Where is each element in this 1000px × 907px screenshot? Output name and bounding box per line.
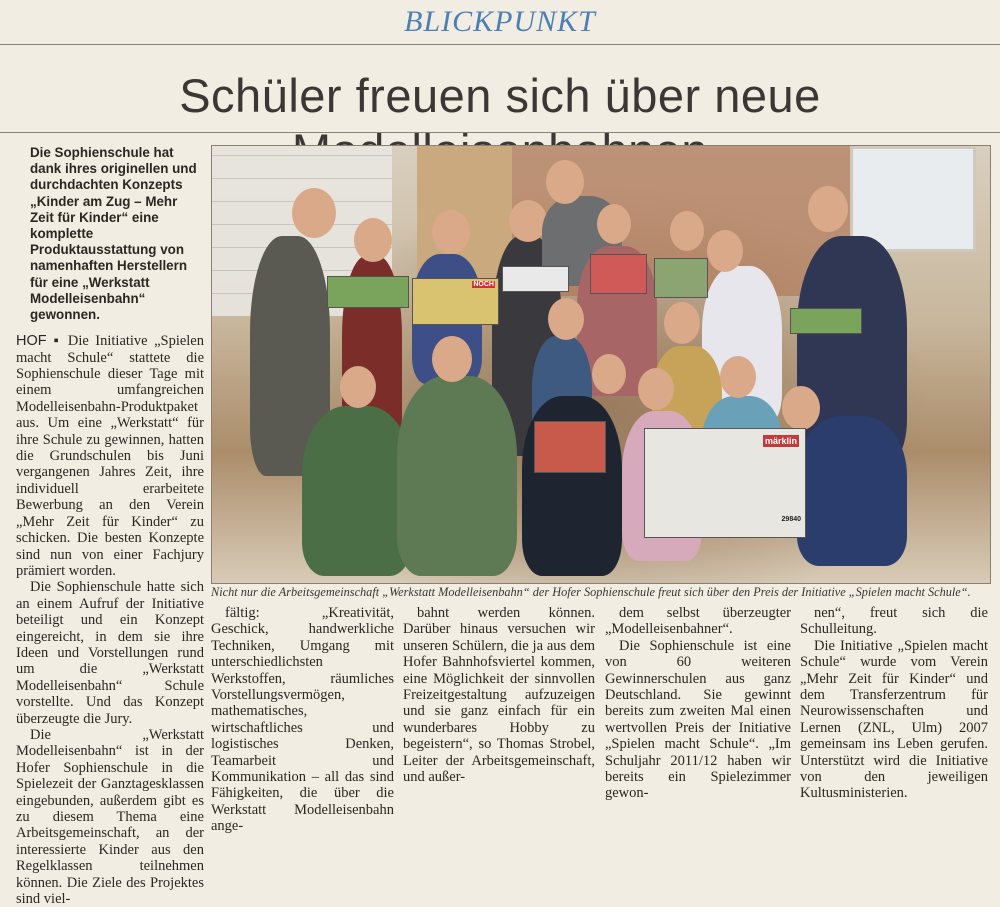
paragraph-text: Die Initiative „Spielen macht Schule“ stattete die Sophienschule dieser Tage mit einem umfangreichen Modelleisenbahn-Produktpaket aus. Um eine „Werkstatt“ für ihre Schule zu gewinnen, hatten die Grundschulen bis Juni vergangenen Jahres Zeit, ihre individuell erarbeitete Bewerbung an den Verein „Mehr Zeit für Kinder“ zu schicken. Die besten Konzepte sind nun von einer Fachjury prämiert worden. [16,333,204,579]
photo-child-head [592,354,626,394]
photo-child-head [638,368,674,410]
body-paragraph: nen“, freut sich die Schulleitung. [800,605,988,638]
article-column-3 [403,605,595,785]
photo-child-head [597,204,631,244]
body-paragraph: Die Sophienschule hatte sich an einem Aufruf der Initiative beteiligt und ein Konzept eingereicht, in dem sie ihre Ideen und Vorstellungen rund um die „Werkstatt Modelleisenbahn“ Schule vorstellte. Und das Konzept überzeugte die Jury. [16,579,204,727]
body-paragraph: dem selbst überzeugter „Modelleisenbahner“. [605,605,791,638]
photo-box-label: 29840 [781,516,801,523]
headline: Schüler freuen sich über neue [179,69,821,122]
photo-child [302,406,412,576]
dateline: HOF ▪ [16,333,62,350]
body-paragraph: bahnt werden können. Darüber hinaus versuchen wir unseren Schülern, die ja aus dem Hofer Bahnhofsviertel kommen, eine Möglichkeit der sinnvollen Freizeitgestaltung aufzuzeigen und sie ganz einfach für ein wunderbares Hobby zu begeistern“, so Thomas Strobel, Leiter der Arbeitsgemeinschaft, und außer- [403,605,595,786]
photo-box [590,254,647,294]
photo-layout-box [327,276,409,308]
photo-box-label: märklin [764,436,797,446]
photo-child-head [720,356,756,398]
photo-box [654,258,708,298]
photo-box [412,278,499,325]
photo-box [502,266,569,292]
photo-child-head [432,336,472,382]
photo-child-head [782,386,820,430]
photo-child-head [808,186,848,232]
headline-rule [0,132,1000,133]
body-paragraph: Die Initiative „Spielen macht Schule“ wurde vom Verein „Mehr Zeit für Kinder“ und dem Transferzentrum für Neurowissenschaften und Lernen (ZNL, Ulm) 2007 gemeinsam ins Leben gerufen. Unterstützt wird die Initiative von den jeweiligen Kultusministerien. [800,637,988,802]
photo-train-box [644,428,806,538]
body-paragraph [16,333,204,579]
body-paragraph: Die „Werkstatt Modelleisenbahn“ ist in der Hofer Sophienschule in die Spielezeit der Ganztagesklassen eingebunden, außerdem gibt es zu diesem Thema eine Arbeitsgemeinschaft, an der interessierte Kinder aus den Regelklassen teilnehmen können. Die Ziele des Projektes sind viel- [16,726,204,907]
photo-child-head [432,210,470,254]
body-paragraph: Die Sophienschule ist eine von 60 weiteren Gewinnerschulen aus ganz Deutschland. Sie gewinnt bereits zum zweiten Mal einen wertvollen Preis der Initiative „Spielen macht Schule“. „Im Schuljahr 2011/12 haben wir bereits ein Spielezimmer gewon- [605,637,791,802]
photo-child-head [548,298,584,340]
body-paragraph: fältig: „Kreativität, Geschick, handwerkliche Techniken, Umgang mit unterschiedlichsten Werkstoffen, räumliches Vorstellungsvermögen, mathematisches, wirtschaftliches und logistisches Denken, Teamarbeit und Kommunikation – all das sind Fähigkeiten, die über die Werkstatt Modelleisenbahn ange- [211,605,394,835]
lead-paragraph: Die Sophienschule hat dank ihres originellen und durchdachten Konzepts „Kinder am Zug – Mehr Zeit für Kinder“ eine komplette Produktausstattung von namenhaften Herstellern für eine „Werkstatt Modelleisenbahn“ gewonnen. [30,145,197,323]
photo-child [797,416,907,566]
article-column-4 [605,605,791,802]
photo-box-label: NOCH [473,281,494,288]
article-column-5 [800,605,988,802]
photo-box [534,421,606,473]
article-column-2 [211,605,394,835]
photo-child-head [670,211,704,251]
photo-child-head [354,218,392,262]
photo-child-head [664,302,700,344]
article-column-1 [16,145,204,907]
photo-caption: Nicht nur die Arbeitsgemeinschaft „Werkstatt Modelleisenbahn“ der Hofer Sophienschule freut sich über den Preis der Initiative „Spielen macht Schule“. [211,585,971,599]
section-title: BLICKPUNKT [404,5,596,38]
photo-layout-box [790,308,862,334]
photo-child-head [292,188,336,238]
photo-child-head [340,366,376,408]
header-rule [0,44,1000,45]
group-photo [211,145,991,584]
photo-child [397,376,517,576]
photo-adult-head [546,160,584,204]
photo-child-head [707,230,743,272]
